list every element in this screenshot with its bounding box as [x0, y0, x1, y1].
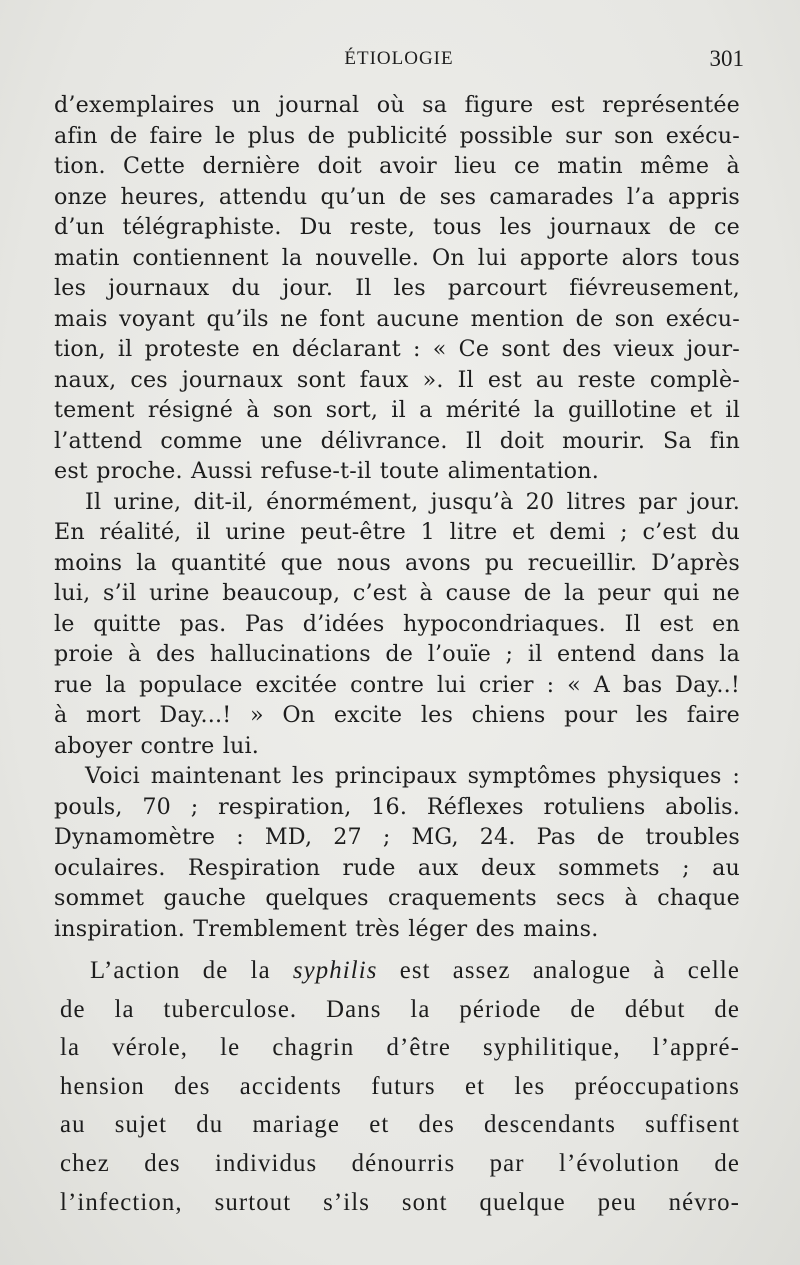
text-line: Il urine, dit-il, énormément, jusqu’à 20 litres par jour. — [85, 488, 740, 515]
text-line: moins la quantité que nous avons pu recueillir. D’après — [54, 549, 740, 576]
text-line: lui, s’il urine beaucoup, c’est à cause de la peur qui ne — [54, 580, 740, 606]
text-line: rue la populace excitée contre lui crier : « A bas Day..! — [54, 671, 740, 698]
text-line: au sujet du mariage et des descendants suffisent — [60, 1111, 740, 1139]
text-line: onze heures, attendu qu’un de ses camarades l’a appris — [54, 183, 740, 210]
text-line: tion. Cette dernière doit avoir lieu ce matin même à — [54, 153, 740, 179]
syphilis-section-text — [60, 952, 740, 1222]
text-fragment: est assez analogue à celle — [377, 957, 740, 984]
text-line: En réalité, il urine peut-être 1 litre et demi ; c’est du — [54, 519, 740, 545]
page-number: 301 — [709, 46, 744, 71]
text-line: tement résigné à son sort, il a mérité la guillotine et il — [54, 397, 740, 423]
running-head — [54, 48, 744, 78]
text-line: la vérole, le chagrin d’être syphilitique, l’appré- — [60, 1034, 740, 1062]
text-line: hension des accidents futurs et les préoccupations — [60, 1072, 740, 1100]
italic-term: syphilis — [292, 957, 378, 984]
text-line: à mort Day...! » On excite les chiens pour les faire — [54, 702, 740, 728]
text-line: chez des individus dénourris par l’évolution de — [60, 1149, 740, 1177]
text-line — [60, 952, 740, 991]
text-line: d’un télégraphiste. Du reste, tous les journaux de ce — [54, 214, 740, 240]
text-fragment: L’action de la — [90, 957, 293, 984]
paragraph-syphilis — [60, 952, 740, 1222]
text-line: d’exemplaires un journal où sa figure est représentée — [54, 92, 740, 118]
text-line: aboyer contre lui. — [54, 732, 260, 759]
text-line: oculaires. Respiration rude aux deux sommets ; au — [54, 854, 740, 881]
text-line: l’infection, surtout s’ils sont quelque peu névro- — [60, 1188, 740, 1216]
text-line: Dynamomètre : MD, 27 ; MG, 24. Pas de troubles — [54, 824, 740, 850]
text-line: est proche. Aussi refuse-t-il toute alimentation. — [54, 458, 599, 484]
text-line: mais voyant qu’ils ne font aucune mention de son exécu- — [54, 305, 740, 332]
paragraph-execution — [54, 90, 740, 487]
text-line: les journaux du jour. Il les parcourt fiévreusement, — [54, 275, 740, 301]
text-line: pouls, 70 ; respiration, 16. Réflexes rotuliens abolis. — [54, 793, 740, 820]
text-line: de la tuberculose. Dans la période de début de — [60, 995, 740, 1023]
text-line: tion, il proteste en déclarant : « Ce sont des vieux jour- — [54, 336, 740, 362]
paragraph-urine — [54, 487, 740, 762]
text-line: naux, ces journaux sont faux ». Il est au reste complè- — [54, 366, 740, 393]
text-line: inspiration. Tremblement très léger des mains. — [54, 915, 599, 942]
text-line: afin de faire le plus de publicité possible sur son exécu- — [54, 122, 740, 149]
case-report-text — [54, 90, 740, 944]
text-line: Voici maintenant les principaux symptômes physiques : — [85, 763, 740, 789]
text-line: le quitte pas. Pas d’idées hypocondriaques. Il est en — [54, 610, 740, 637]
text-line: proie à des hallucinations de l’ouïe ; il entend dans la — [54, 641, 740, 667]
text-line: l’attend comme une délivrance. Il doit mourir. Sa fin — [54, 427, 740, 454]
text-line: sommet gauche quelques craquements secs à chaque — [54, 885, 740, 911]
paragraph-symptoms — [54, 761, 740, 944]
text-line: matin contiennent la nouvelle. On lui apporte alors tous — [54, 244, 740, 271]
chapter-title: ÉTIOLOGIE — [344, 48, 454, 69]
